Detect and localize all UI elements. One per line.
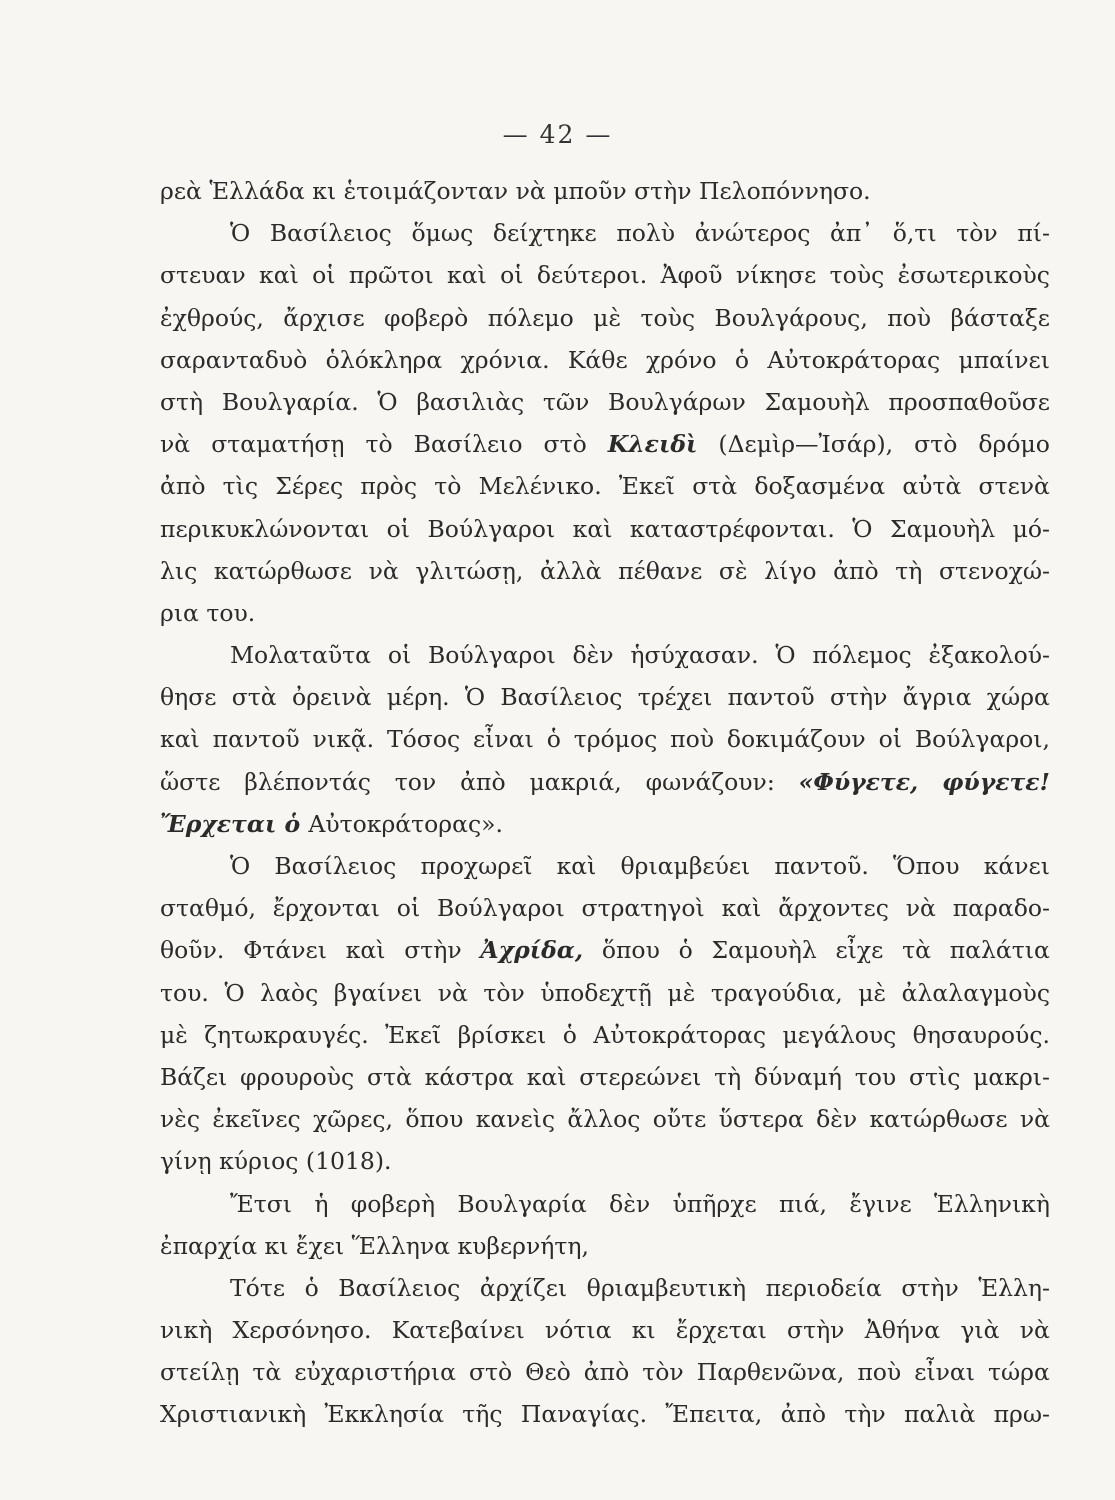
text-line: ρεὰ Ἑλλάδα κι ἑτοιμάζονταν νὰ μποῦν στὴν Πελοπόννησο. [160, 177, 871, 205]
text-line: ἀπὸ τὶς Σέρες πρὸς τὸ Μελένικο. Ἐκεῖ στὰ δοξασμένα αὐτὰ στενὰ [160, 472, 1050, 501]
text-line: Μολαταῦτα οἱ Βούλγαροι δὲν ἡσύχασαν. Ὁ πόλεμος ἐξακολού- [230, 641, 1050, 670]
text-line: ὥστε βλέποντάς τον ἀπὸ μακριά, φωνάζουν: «Φύγετε, φύγετε! [160, 767, 1050, 796]
text-line: Ἔρχεται ὁ Αὐτοκράτορας». [160, 809, 503, 838]
text-line: του. Ὁ λαὸς βγαίνει νὰ τὸν ὑποδεχτῇ μὲ τραγούδια, μὲ ἀλαλαγμοὺς [160, 978, 1050, 1007]
text-line: καὶ παντοῦ νικᾷ. Τόσος εἶναι ὁ τρόμος ποὺ δοκιμάζουν οἱ Βούλγαροι, [160, 725, 1050, 754]
text-line: ἐχθρούς, ἄρχισε φοβερὸ πόλεμο μὲ τοὺς Βουλγάρους, ποὺ βάσταξε [160, 303, 1050, 332]
body-text [160, 170, 1050, 1436]
text-line: σταθμό, ἔρχονται οἱ Βούλγαροι στρατηγοὶ καὶ ἄρχοντες νὰ παραδο- [160, 894, 1050, 923]
text-line: μὲ ζητωκραυγές. Ἐκεῖ βρίσκει ὁ Αὐτοκράτορας μεγάλους θησαυρούς. [160, 1020, 1050, 1049]
text-line: Βάζει φρουροὺς στὰ κάστρα καὶ στερεώνει τὴ δύναμή του στὶς μακρι- [160, 1062, 1050, 1091]
text-line: ἐπαρχία κι ἔχει Ἕλληνα κυβερνήτη, [160, 1231, 589, 1260]
text-line: γίνῃ κύριος (1018). [160, 1147, 392, 1176]
text-line: νικὴ Χερσόνησο. Κατεβαίνει νότια κι ἔρχεται στὴν Ἀθήνα γιὰ νὰ [160, 1316, 1050, 1345]
page-number: — 42 — [502, 120, 613, 149]
text-line: νὲς ἐκεῖνες χῶρες, ὅπου κανεὶς ἄλλος οὔτε ὕστερα δὲν κατώρθωσε νὰ [160, 1105, 1050, 1134]
text-line: Ἔτσι ἡ φοβερὴ Βουλγαρία δὲν ὑπῆρχε πιά, ἔγινε Ἑλληνικὴ [230, 1189, 1050, 1218]
text-line: λις κατώρθωσε νὰ γλιτώσῃ, ἀλλὰ πέθανε σὲ λίγο ἀπὸ τὴ στενοχώ- [160, 556, 1050, 585]
text-line: θησε στὰ ὀρεινὰ μέρη. Ὁ Βασίλειος τρέχει παντοῦ στὴν ἄγρια χώρα [160, 683, 1050, 712]
text-line: σαρανταδυὸ ὁλόκληρα χρόνια. Κάθε χρόνο ὁ Αὐτοκράτορας μπαίνει [160, 345, 1050, 374]
text-line: Χριστιανικὴ Ἐκκλησία τῆς Παναγίας. Ἔπειτα, ἀπὸ τὴν παλιὰ πρω- [160, 1400, 1050, 1429]
text-line: θοῦν. Φτάνει καὶ στὴν Ἀχρίδα, ὅπου ὁ Σαμουὴλ εἶχε τὰ παλάτια [160, 936, 1050, 965]
text-line: ρια του. [160, 598, 256, 627]
text-line: περικυκλώνονται οἱ Βούλγαροι καὶ καταστρέφονται. Ὁ Σαμουὴλ μό- [160, 514, 1050, 543]
text-line: Ὁ Βασίλειος ὅμως δείχτηκε πολὺ ἀνώτερος ἀπ᾽ ὅ,τι τὸν πί- [230, 219, 1050, 248]
text-line: Ὁ Βασίλειος προχωρεῖ καὶ θριαμβεύει παντοῦ. Ὅπου κάνει [230, 852, 1050, 880]
text-line: στὴ Βουλγαρία. Ὁ βασιλιὰς τῶν Βουλγάρων Σαμουὴλ προσπαθοῦσε [160, 387, 1050, 416]
text-line: στείλῃ τὰ εὐχαριστήρια στὸ Θεὸ ἀπὸ τὸν Παρθενῶνα, ποὺ εἶναι τώρα [160, 1358, 1050, 1387]
text-line: στευαν καὶ οἱ πρῶτοι καὶ οἱ δεύτεροι. Ἀφοῦ νίκησε τοὺς ἐσωτερικοὺς [160, 261, 1050, 290]
text-line: Τότε ὁ Βασίλειος ἀρχίζει θριαμβευτικὴ περιοδεία στὴν Ἑλλη- [230, 1273, 1050, 1302]
text-line: νὰ σταματήσῃ τὸ Βασίλειο στὸ Κλειδὶ (Δεμὶρ—Ἰσάρ), στὸ δρόμο [160, 430, 1050, 459]
